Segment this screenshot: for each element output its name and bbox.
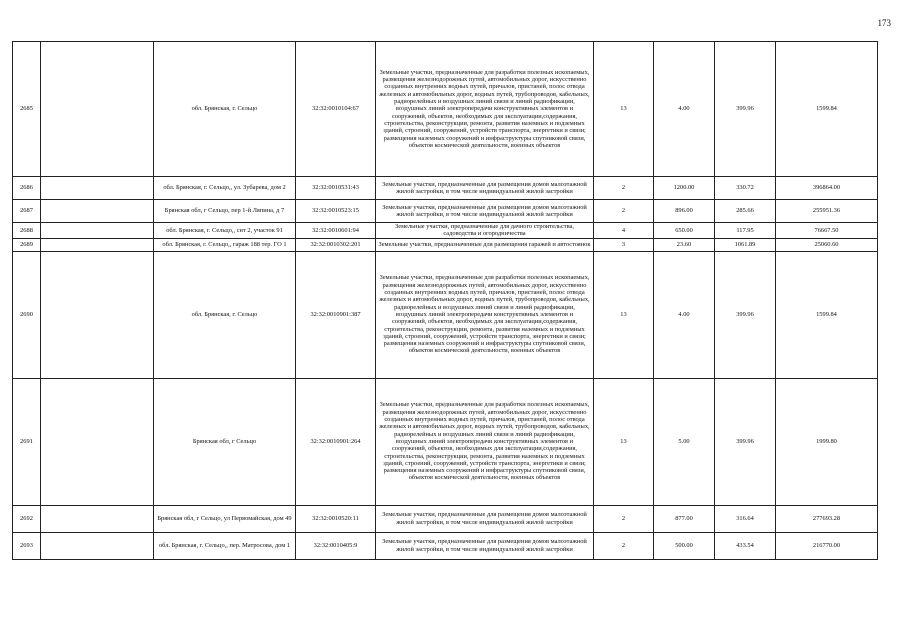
specific-value-cell: 399.96 [715, 251, 776, 378]
area-cell: 896.00 [654, 200, 715, 223]
land-use-cell: Земельные участки, предназначенные для разработки полезных ископаемых, размещения железнодорожных путей, автомобильных дорог, искусственно созданных внутренних водных путей, причалов, пристаней, полос отвода железных и автомобильных дорог, водных путей, трубопроводов, кабельных, радиорелейных и воздушных линий связи и линий радиофикации, воздушных линий электропередачи конструктивных элементов и сооружений, объектов, необходимых для эксплуатации,содержания, строительства, реконструкции, ремонта, развития наземных и подземных зданий, строений, сооружений, устройств транспорта, энергетики и связи; размещения наземных сооружений и инфраструктуры спутниковой связи, объектов космической деятельности, военных объектов [376, 42, 594, 177]
blank-cell [41, 251, 154, 378]
area-cell: 5.00 [654, 378, 715, 505]
specific-value-cell: 399.96 [715, 42, 776, 177]
specific-value-cell: 1061.89 [715, 238, 776, 251]
specific-value-cell: 399.96 [715, 378, 776, 505]
use-code-cell: 2 [594, 532, 654, 559]
address-cell: обл. Брянская, г. Сельцо [154, 42, 296, 177]
land-use-cell: Земельные участки, предназначенные для разработки полезных ископаемых, размещения железнодорожных путей, автомобильных дорог, искусственно созданных внутренних водных путей, причалов, пристаней, полос отвода железных и автомобильных дорог, водных путей, трубопроводов, кабельных, радиорелейных и воздушных линий связи и линий радиофикации, воздушных линий электропередачи конструктивных элементов и сооружений, объектов, необходимых для эксплуатации,содержания, строительства, реконструкции, ремонта, развития наземных и подземных зданий, строений, сооружений, устройств транспорта, энергетики и связи; размещения наземных сооружений и инфраструктуры спутниковой связи, объектов космической деятельности, военных объектов [376, 251, 594, 378]
cadastral-number-cell: 32:32:0010302:201 [296, 238, 376, 251]
row-number-cell: 2686 [13, 177, 41, 200]
area-cell: 4.00 [654, 251, 715, 378]
land-use-cell: Земельные участки, предназначенные для дачного строительства, садоводства и огородничества [376, 223, 594, 239]
land-use-cell: Земельные участки, предназначенные для размещения домов малоэтажной жилой застройки, в том числе индивидуальной жилой застройки [376, 177, 594, 200]
table-body [13, 42, 878, 560]
blank-cell [41, 200, 154, 223]
table-row [13, 378, 878, 505]
cadastral-number-cell: 32:32:0010901:264 [296, 378, 376, 505]
cadastral-number-cell: 32:32:0010520:11 [296, 505, 376, 532]
area-cell: 877.00 [654, 505, 715, 532]
address-cell: Брянская обл, г Сельцо [154, 378, 296, 505]
table-row [13, 200, 878, 223]
blank-cell [41, 238, 154, 251]
cadastral-value-cell: 255951.36 [776, 200, 878, 223]
cadastral-value-cell: 1599.84 [776, 251, 878, 378]
table-row [13, 505, 878, 532]
cadastral-value-cell: 1999.80 [776, 378, 878, 505]
specific-value-cell: 433.54 [715, 532, 776, 559]
blank-cell [41, 505, 154, 532]
cadastral-value-cell: 396864.00 [776, 177, 878, 200]
address-cell: обл. Брянская, г. Сельцо,, ул. Зубарева, дом 2 [154, 177, 296, 200]
page-number: 173 [877, 18, 891, 28]
cadastral-value-cell: 1599.84 [776, 42, 878, 177]
table-row [13, 177, 878, 200]
cadastral-number-cell: 32:32:0010523:15 [296, 200, 376, 223]
cadastral-value-table [12, 41, 878, 560]
area-cell: 4.00 [654, 42, 715, 177]
cadastral-number-cell: 32:32:0010531:43 [296, 177, 376, 200]
table-row [13, 238, 878, 251]
area-cell: 23.60 [654, 238, 715, 251]
land-use-cell: Земельные участки, предназначенные для размещения гаражей и автостоянок [376, 238, 594, 251]
table-row [13, 42, 878, 177]
blank-cell [41, 378, 154, 505]
use-code-cell: 2 [594, 177, 654, 200]
land-use-cell: Земельные участки, предназначенные для разработки полезных ископаемых, размещения железнодорожных путей, автомобильных дорог, искусственно созданных внутренних водных путей, причалов, пристаней, полос отвода железных и автомобильных дорог, водных путей, трубопроводов, кабельных, радиорелейных и воздушных линий связи и линий радиофикации, воздушных линий электропередачи конструктивных элементов и сооружений, объектов, необходимых для эксплуатации,содержания, строительства, реконструкции, ремонта, развития наземных и подземных зданий, строений, сооружений, устройств транспорта, энергетики и связи; размещения наземных сооружений и инфраструктуры спутниковой связи, объектов космической деятельности, военных объектов [376, 378, 594, 505]
cadastral-value-cell: 25060.60 [776, 238, 878, 251]
blank-cell [41, 42, 154, 177]
cadastral-number-cell: 32:32:0010104:67 [296, 42, 376, 177]
blank-cell [41, 532, 154, 559]
row-number-cell: 2692 [13, 505, 41, 532]
area-cell: 500.00 [654, 532, 715, 559]
address-cell: Брянская обл, г Сельцо, пер 1-й Ляпина, д 7 [154, 200, 296, 223]
row-number-cell: 2691 [13, 378, 41, 505]
address-cell: Брянская обл, г Сельцо, ул Первомайская, дом 49 [154, 505, 296, 532]
specific-value-cell: 316.64 [715, 505, 776, 532]
cadastral-value-cell: 216770.00 [776, 532, 878, 559]
address-cell: обл. Брянская, г. Сельцо [154, 251, 296, 378]
row-number-cell: 2690 [13, 251, 41, 378]
row-number-cell: 2687 [13, 200, 41, 223]
address-cell: обл. Брянская, г. Сельцо,, снт 2, участок 91 [154, 223, 296, 239]
specific-value-cell: 330.72 [715, 177, 776, 200]
use-code-cell: 2 [594, 200, 654, 223]
row-number-cell: 2689 [13, 238, 41, 251]
address-cell: обл. Брянская, г. Сельцо,, гараж 188 тер. ГО 1 [154, 238, 296, 251]
table-row [13, 223, 878, 239]
blank-cell [41, 223, 154, 239]
blank-cell [41, 177, 154, 200]
cadastral-number-cell: 32:32:0010901:387 [296, 251, 376, 378]
area-cell: 1200.00 [654, 177, 715, 200]
cadastral-value-cell: 76667.50 [776, 223, 878, 239]
cadastral-number-cell: 32:32:0010601:94 [296, 223, 376, 239]
area-cell: 650.00 [654, 223, 715, 239]
use-code-cell: 3 [594, 238, 654, 251]
land-use-cell: Земельные участки, предназначенные для размещения домов малоэтажной жилой застройки, в том числе индивидуальной жилой застройки [376, 505, 594, 532]
cadastral-value-cell: 277693.28 [776, 505, 878, 532]
address-cell: обл. Брянская, г. Сельцо,, пер. Матросова, дом 1 [154, 532, 296, 559]
specific-value-cell: 285.66 [715, 200, 776, 223]
land-use-cell: Земельные участки, предназначенные для размещения домов малоэтажной жилой застройки, в том числе индивидуальной жилой застройки [376, 200, 594, 223]
land-use-cell: Земельные участки, предназначенные для размещения домов малоэтажной жилой застройки, в том числе индивидуальной жилой застройки [376, 532, 594, 559]
use-code-cell: 4 [594, 223, 654, 239]
table-row [13, 251, 878, 378]
use-code-cell: 13 [594, 251, 654, 378]
use-code-cell: 13 [594, 42, 654, 177]
row-number-cell: 2688 [13, 223, 41, 239]
cadastral-number-cell: 32:32:0010405:9 [296, 532, 376, 559]
specific-value-cell: 117.95 [715, 223, 776, 239]
table-row [13, 532, 878, 559]
use-code-cell: 2 [594, 505, 654, 532]
use-code-cell: 13 [594, 378, 654, 505]
row-number-cell: 2685 [13, 42, 41, 177]
row-number-cell: 2693 [13, 532, 41, 559]
